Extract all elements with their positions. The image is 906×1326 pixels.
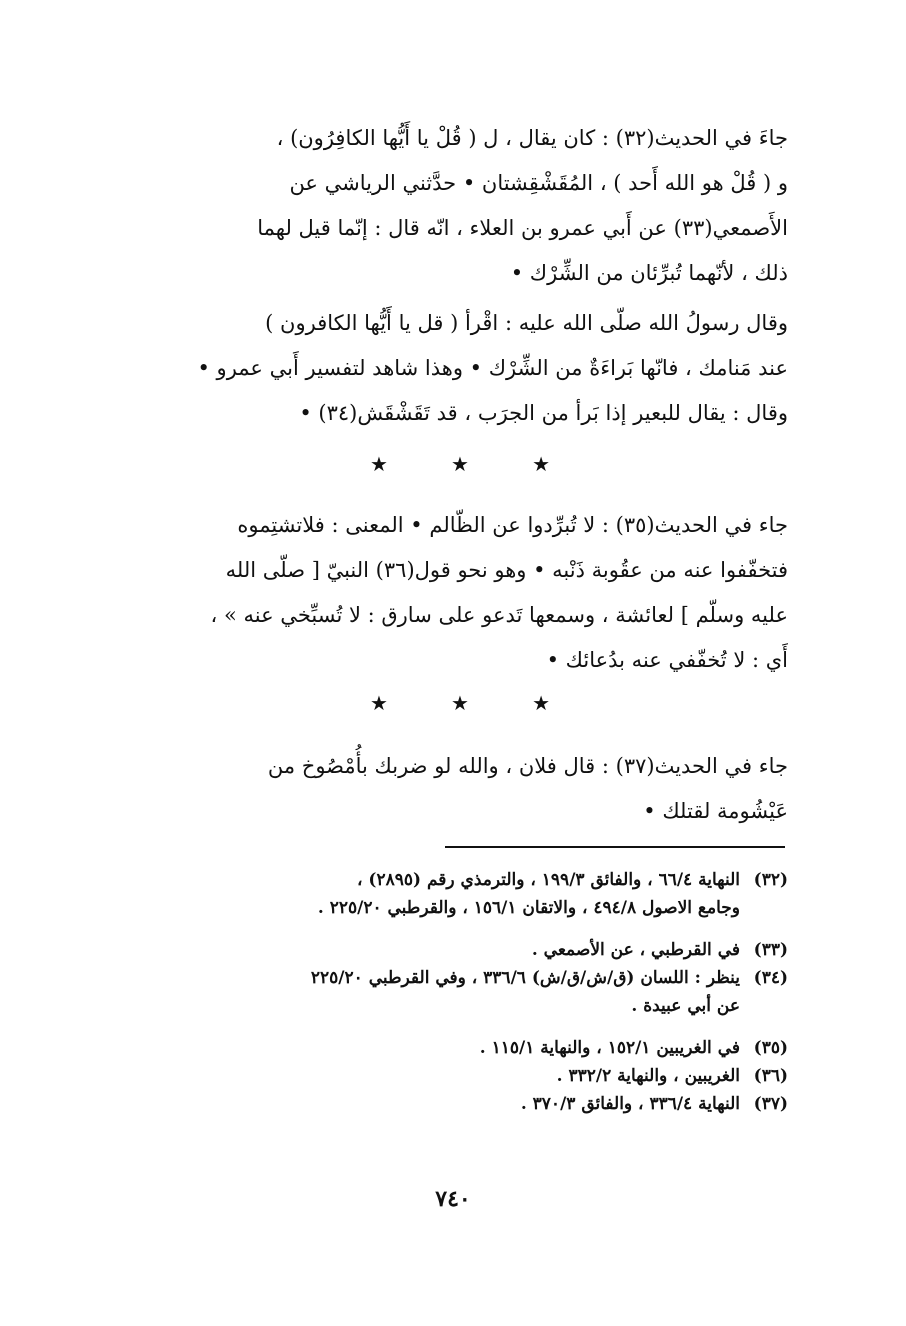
star-icon: ★: [370, 691, 388, 715]
star-icon: ★: [451, 452, 469, 476]
text-line: الأَصمعي(٣٣) عن أَبي عمرو بن العلاء ، انّه قال : إنّما قيل لهما: [257, 216, 788, 240]
footnote-number: (٣٣): [753, 940, 788, 960]
text-line: وقال رسولُ الله صلّى الله عليه : اقْرأ ( قل يا أَيُّها الكافرون ): [265, 311, 788, 335]
footnote-line: ينظر : اللسان (ق/ش/ق/ش) ٣٣٦/٦ ، وفي القرطبي ٢٢٥/٢٠: [310, 968, 740, 988]
footnote-line: وجامع الاصول ٤٩٤/٨ ، والاتقان ١٥٦/١ ، والقرطبي ٢٢٥/٢٠ .: [317, 898, 740, 918]
footnote-text: [128, 1034, 740, 1062]
footnotes: [128, 866, 788, 1118]
footnote-item: [128, 1062, 788, 1090]
paragraph-2: [128, 301, 788, 436]
text-line: جاء في الحديث(٣٥) : لا تُبرِّدوا عن الظّالم • المعنى : فلاتشتِموه: [237, 513, 788, 537]
text-line: عَيْشُومة لقتلك •: [643, 799, 788, 823]
page-number: ٧٤٠: [435, 1186, 471, 1212]
footnote-text: [128, 936, 740, 964]
text-line: عليه وسلّم ] لعائشة ، وسمعها تَدعو على سارق : لا تُسبِّخي عنه » ،: [210, 603, 788, 627]
footnote-divider: [445, 846, 785, 848]
footnote-line: النهاية ٦٦/٤ ، والفائق ١٩٩/٣ ، والترمذي رقم (٢٨٩٥) ،: [357, 870, 740, 890]
footnote-number: (٣٤): [753, 968, 788, 988]
footnote-item: [128, 936, 788, 964]
footnote-text: [128, 1062, 740, 1090]
star-icon: ★: [451, 691, 469, 715]
paragraph-1: [128, 116, 788, 296]
section-separator: [370, 691, 550, 715]
footnote-number: (٣٥): [753, 1038, 788, 1058]
text-line: أَي : لا تُخفّفي عنه بدُعائك •: [546, 648, 788, 672]
footnote-line: عن أبي عبيدة .: [631, 996, 740, 1016]
text-line: عند مَنامك ، فانّها بَراءَةٌ من الشِّرْك • وهذا شاهد لتفسير أَبي عمرو •: [197, 356, 788, 380]
footnote-number: (٣٦): [753, 1066, 788, 1086]
footnote-item: [128, 1090, 788, 1118]
footnote-line: الغريبين ، والنهاية ٣٣٢/٢ .: [556, 1066, 740, 1086]
star-icon: ★: [370, 452, 388, 476]
text-line: و ( قُلْ هو الله أَحد ) ، المُقَشْقِشتان • حدَّثني الرياشي عن: [289, 171, 788, 195]
text-line: جاء في الحديث(٣٧) : قال فلان ، والله لو ضربك بأُمْصُوخ من: [267, 754, 788, 778]
text-line: ذلك ، لأنّهما تُبرِّئان من الشِّرْك •: [510, 261, 788, 285]
footnote-item: [128, 1034, 788, 1062]
footnote-number: (٣٢): [753, 870, 788, 890]
footnote-line: في القرطبي ، عن الأصمعي .: [531, 940, 740, 960]
footnote-line: في الغريبين ١٥٢/١ ، والنهاية ١١٥/١ .: [479, 1038, 740, 1058]
footnote-text: [128, 866, 740, 922]
star-icon: ★: [532, 452, 550, 476]
footnote-text: [128, 1090, 740, 1118]
footnote-item: [128, 964, 788, 1020]
text-line: فتخفّفوا عنه من عقُوبة ذَنْبه • وهو نحو قول(٣٦) النبيّ [ صلّى الله: [225, 558, 788, 582]
text-line: جاءَ في الحديث(٣٢) : كان يقال ، ل ( قُلْ يا أَيُّها الكافِرُون) ،: [276, 126, 788, 150]
paragraph-4: [128, 744, 788, 834]
text-line: وقال : يقال للبعير إذا بَرأ من الجرَب ، قد تَقَشْقَش(٣٤) •: [299, 401, 788, 425]
star-icon: ★: [532, 691, 550, 715]
footnote-item: [128, 866, 788, 922]
section-separator: [370, 452, 550, 476]
paragraph-3: [128, 503, 788, 683]
footnote-line: النهاية ٣٣٦/٤ ، والفائق ٣٧٠/٣ .: [520, 1094, 740, 1114]
footnote-number: (٣٧): [753, 1094, 788, 1114]
footnote-text: [128, 964, 740, 1020]
